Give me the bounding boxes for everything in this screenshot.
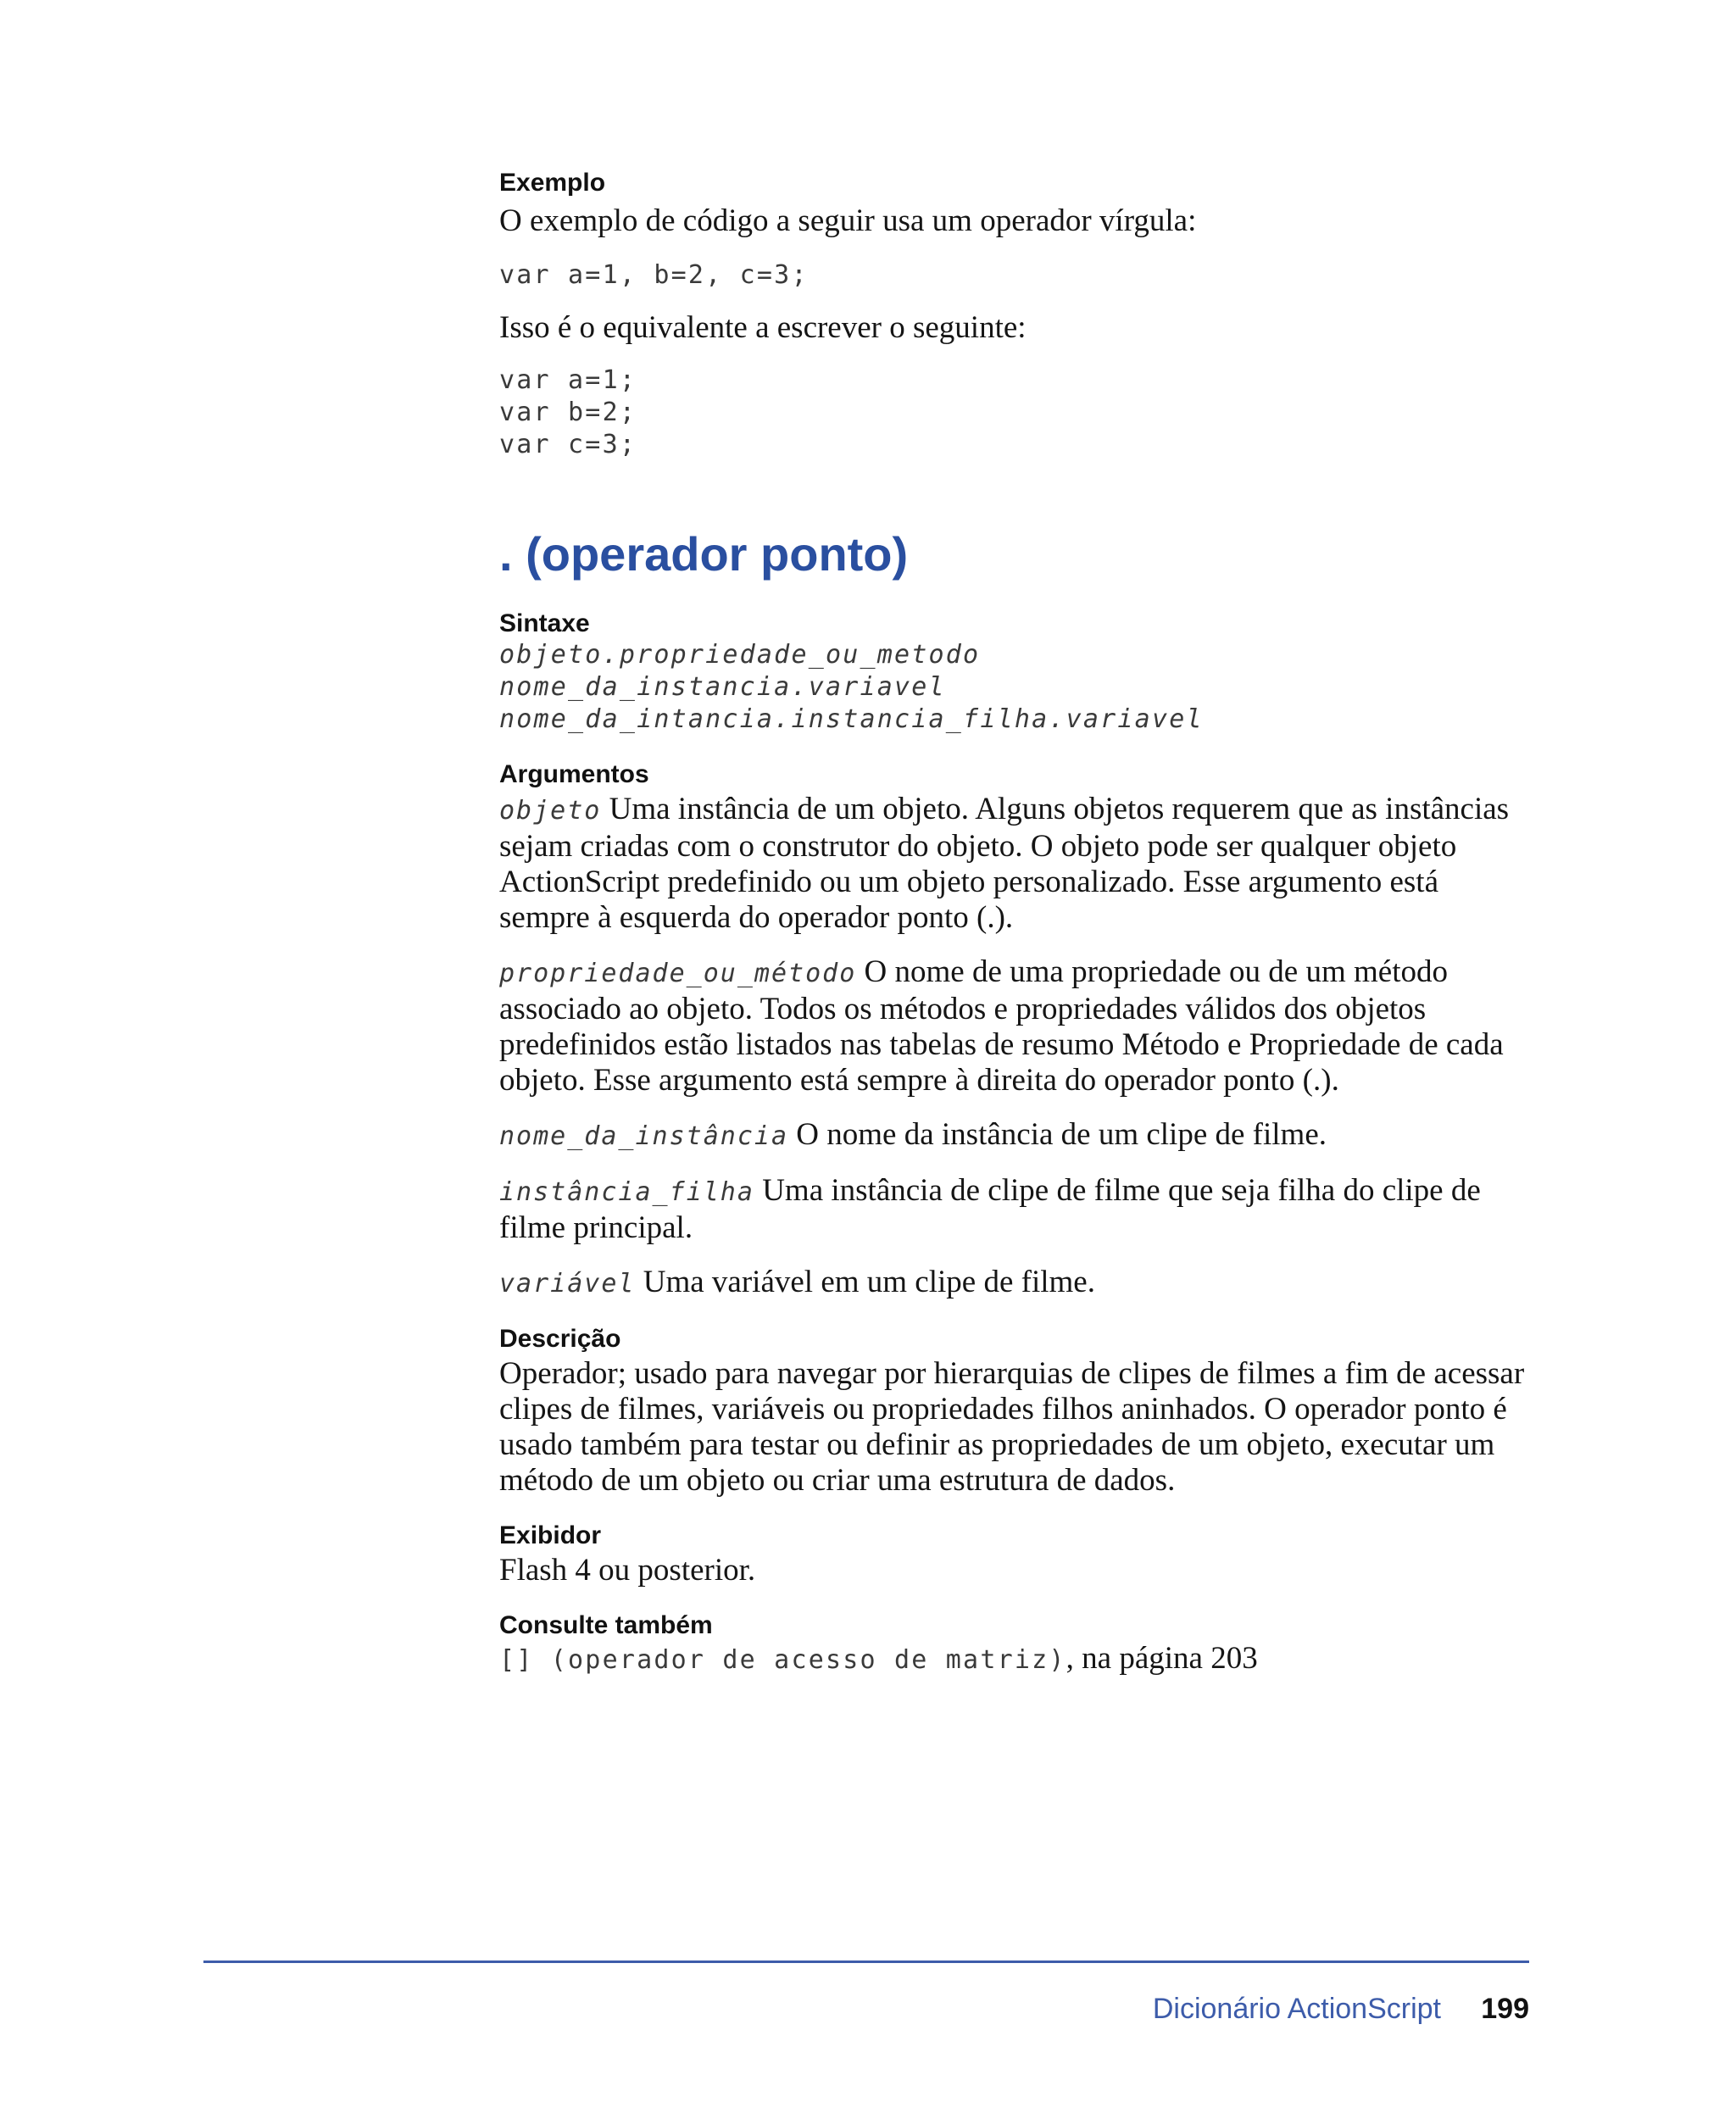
example-equivalent-text: Isso é o equivalente a escrever o seguinte:: [499, 310, 1027, 345]
page-number: 199: [1481, 1993, 1529, 2025]
argument-description: O nome de uma propriedade ou de um método associado ao objeto. Todos os métodos e propriedades válidos dos objetos predefinidos estão listados nas tabelas de resumo Método e Propriedade de cada objeto. Esse argumento está sempre à direita do operador ponto (.).: [499, 954, 1504, 1098]
argument-item: [499, 1173, 1529, 1246]
syntax-code-block: [499, 639, 1529, 736]
syntax-line: objeto.propriedade_ou_metodo: [499, 640, 981, 670]
argument-term: nome_da_instância: [499, 1121, 789, 1151]
player-text: Flash 4 ou posterior.: [499, 1553, 756, 1588]
argument-item: [499, 1265, 1529, 1302]
footer-rule: [203, 1960, 1529, 1963]
see-also-page-text: , na página 203: [1066, 1641, 1258, 1676]
see-also-reference: [499, 1641, 1529, 1677]
argument-term: variável: [499, 1269, 636, 1299]
argument-description: O nome da instância de um clipe de filme.: [796, 1117, 1327, 1152]
arguments-label: Argumentos: [499, 760, 649, 788]
see-also-link[interactable]: [] (operador de acesso de matriz): [499, 1645, 1066, 1675]
argument-item: [499, 954, 1529, 1098]
argument-item: [499, 792, 1529, 936]
section-title: . (operador ponto): [499, 527, 909, 581]
argument-description: Uma instância de clipe de filme que seja filha do clipe de filme principal.: [499, 1173, 1481, 1245]
syntax-line: nome_da_intancia.instancia_filha.variavel: [499, 704, 1204, 734]
example-code-1: var a=1, b=2, c=3;: [499, 260, 809, 290]
example-code-block: [499, 364, 1529, 461]
example-code-line: var b=2;: [499, 398, 637, 427]
example-label: Exemplo: [499, 169, 606, 197]
argument-item: [499, 1117, 1529, 1154]
argument-term: objeto: [499, 796, 602, 826]
syntax-line: nome_da_instancia.variavel: [499, 672, 946, 702]
see-also-label: Consulte também: [499, 1611, 713, 1639]
syntax-label: Sintaxe: [499, 609, 590, 637]
example-code-line: var a=1;: [499, 365, 637, 395]
footer-title: Dicionário ActionScript: [1152, 1993, 1441, 2025]
argument-description: Uma variável em um clipe de filme.: [643, 1265, 1095, 1299]
argument-description: Uma instância de um objeto. Alguns objetos requerem que as instâncias sejam criadas com o construtor do objeto. O objeto pode ser qualquer objeto ActionScript predefinido ou um objeto personalizado. Esse argumento está sempre à esquerda do operador ponto (.).: [499, 792, 1510, 935]
argument-term: propriedade_ou_método: [499, 959, 857, 988]
description-text: Operador; usado para navegar por hierarquias de clipes de filmes a fim de acessar clipes de filmes, variáveis ou propriedades filhos aninhados. O operador ponto é usado também para testar ou definir as propriedades de um objeto, executar um método de um objeto ou criar uma estrutura de dados.: [499, 1356, 1525, 1498]
example-intro: O exemplo de código a seguir usa um operador vírgula:: [499, 203, 1197, 238]
example-code-line: var c=3;: [499, 430, 637, 459]
player-label: Exibidor: [499, 1521, 602, 1549]
argument-term: instância_filha: [499, 1177, 754, 1207]
content-column: [499, 168, 1529, 1677]
description-label: Descrição: [499, 1325, 621, 1353]
